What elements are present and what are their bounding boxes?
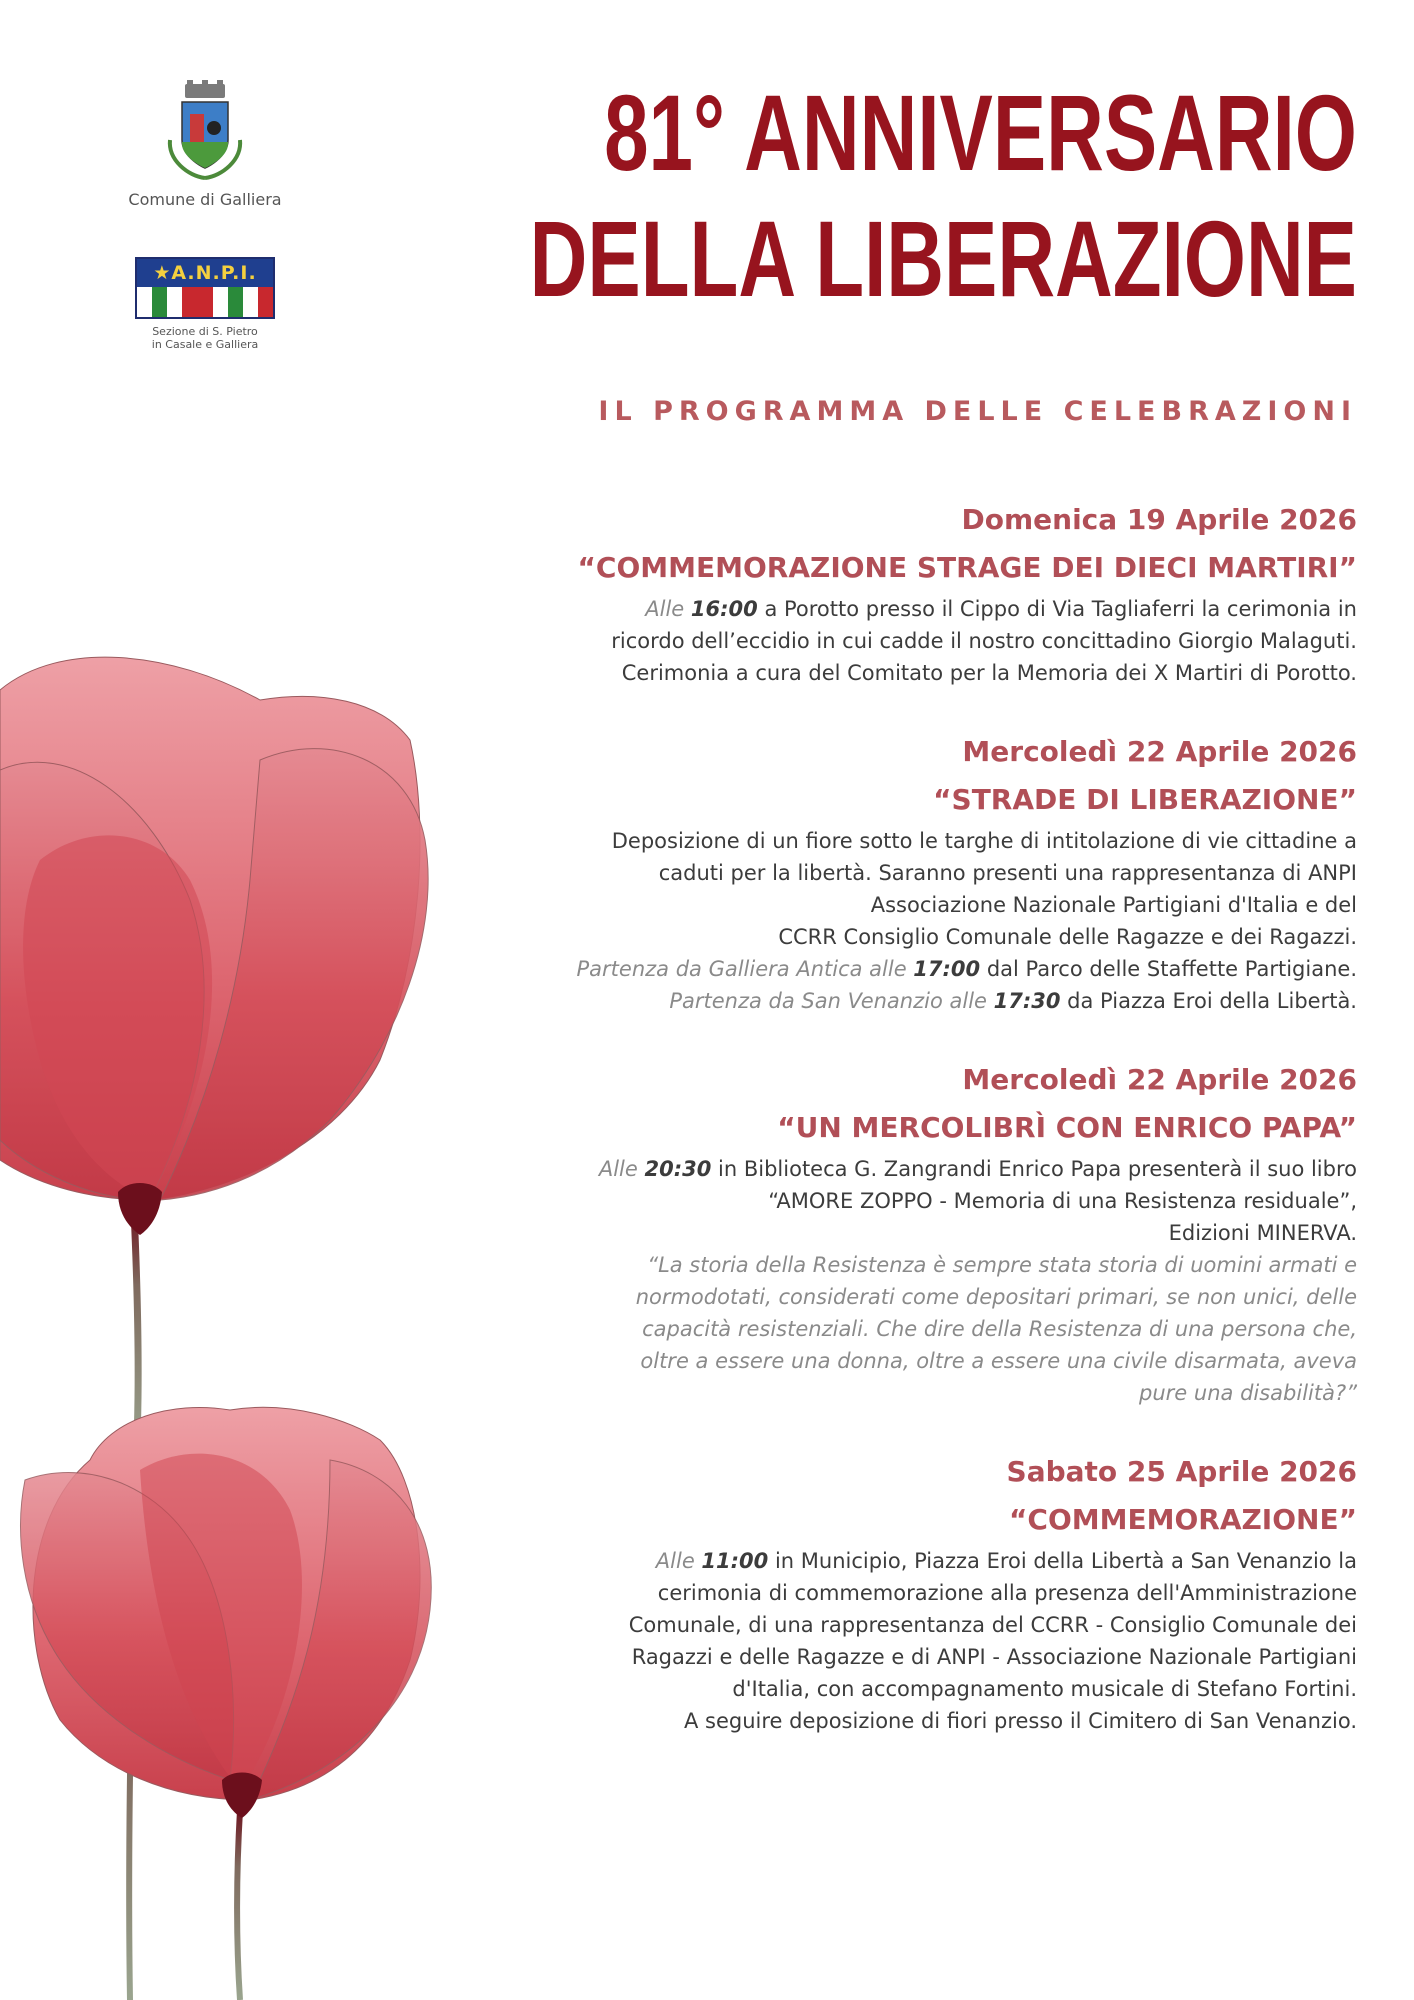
title-line-1: 81° ANNIVERSARIO xyxy=(604,72,1357,193)
event-description xyxy=(397,593,1357,689)
event-4 xyxy=(397,1449,1357,1737)
event-time: 17:00 xyxy=(913,957,981,981)
event-line xyxy=(397,953,1357,985)
text-italic: Alle xyxy=(655,1549,702,1573)
event-description xyxy=(397,1153,1357,1409)
event-line: Associazione Nazionale Partigiani d'Italia e del xyxy=(870,893,1357,917)
anpi-logo xyxy=(130,257,280,351)
text-italic: Partenza da San Venanzio alle xyxy=(669,989,994,1013)
event-line xyxy=(397,1153,1357,1185)
text-italic: Alle xyxy=(598,1157,645,1181)
event-line: caduti per la libertà. Saranno presenti una rappresentanza di ANPI xyxy=(658,861,1357,885)
event-line xyxy=(397,985,1357,1017)
page-subtitle: IL PROGRAMMA DELLE CELEBRAZIONI xyxy=(598,396,1357,427)
event-title: “COMMEMORAZIONE” xyxy=(1009,1503,1357,1536)
title-line-2: DELLA LIBERAZIONE xyxy=(529,198,1357,320)
event-line: Deposizione di un fiore sotto le targhe di intitolazione di vie cittadine a xyxy=(611,829,1357,853)
page-title xyxy=(530,70,1357,323)
event-date: Mercoledì 22 Aprile 2026 xyxy=(962,1063,1357,1096)
event-time: 16:00 xyxy=(690,597,758,621)
receptacle-lower xyxy=(222,1773,262,1819)
text: da Piazza Eroi della Libertà. xyxy=(1060,989,1357,1013)
event-1 xyxy=(397,497,1357,689)
event-title: “UN MERCOLIBRÌ CON ENRICO PAPA” xyxy=(777,1111,1357,1144)
anpi-flag-stripes xyxy=(137,287,273,317)
text-italic: Alle xyxy=(645,597,691,621)
event-line xyxy=(397,593,1357,625)
anpi-caption xyxy=(130,325,280,351)
anpi-caption-line2: in Casale e Galliera xyxy=(151,338,259,351)
event-time: 17:30 xyxy=(993,989,1061,1013)
event-title: “COMMEMORAZIONE STRAGE DEI DIECI MARTIRI” xyxy=(577,551,1357,584)
event-line: CCRR Consiglio Comunale delle Ragazze e dei Ragazzi. xyxy=(778,925,1357,949)
event-line: Ragazzi e delle Ragazze e di ANPI - Associazione Nazionale Partigiani xyxy=(631,1645,1357,1669)
event-line: “AMORE ZOPPO - Memoria di una Resistenza residuale”, xyxy=(768,1189,1357,1213)
event-date: Sabato 25 Aprile 2026 xyxy=(1006,1455,1357,1488)
quote-line: oltre a essere una donna, oltre a essere una civile disarmata, aveva xyxy=(640,1349,1357,1373)
text-italic: Partenza da Galliera Antica alle xyxy=(576,957,914,981)
text: in Biblioteca G. Zangrandi Enrico Papa presenterà il suo libro xyxy=(711,1157,1357,1181)
event-date: Mercoledì 22 Aprile 2026 xyxy=(962,735,1357,768)
comune-caption: Comune di Galliera xyxy=(128,190,282,209)
event-line: ricordo dell’eccidio in cui cadde il nostro concittadino Giorgio Malaguti. xyxy=(611,629,1357,653)
text: dal Parco delle Staffette Partigiane. xyxy=(980,957,1357,981)
event-line: Edizioni MINERVA. xyxy=(1168,1221,1357,1245)
event-date: Domenica 19 Aprile 2026 xyxy=(961,503,1357,536)
coat-of-arms-icon xyxy=(160,80,250,180)
event-line: cerimonia di commemorazione alla presenza dell'Amministrazione xyxy=(657,1581,1357,1605)
event-line: A seguire deposizione di fiori presso il Cimitero di San Venanzio. xyxy=(683,1709,1357,1733)
comune-logo xyxy=(105,80,305,209)
text: in Municipio, Piazza Eroi della Libertà a San Venanzio la xyxy=(768,1549,1357,1573)
event-description xyxy=(397,1545,1357,1737)
receptacle-upper xyxy=(118,1183,162,1235)
event-description xyxy=(397,825,1357,1017)
event-line: Comunale, di una rappresentanza del CCRR - Consiglio Comunale dei xyxy=(628,1613,1357,1637)
event-2 xyxy=(397,729,1357,1017)
anpi-badge xyxy=(135,257,275,319)
event-time: 11:00 xyxy=(701,1549,769,1573)
event-title: “STRADE DI LIBERAZIONE” xyxy=(933,783,1357,816)
text: a Porotto presso il Cippo di Via Tagliaferri la cerimonia in xyxy=(757,597,1357,621)
stem-lower-right xyxy=(237,1810,240,2000)
quote-line: pure una disabilità?” xyxy=(1139,1381,1357,1405)
event-3 xyxy=(397,1057,1357,1409)
event-time: 20:30 xyxy=(644,1157,712,1181)
quote-line: capacità resistenziali. Che dire della Resistenza di una persona che, xyxy=(642,1317,1357,1341)
anpi-caption-line1: Sezione di S. Pietro xyxy=(152,325,258,338)
event-line xyxy=(397,1545,1357,1577)
events-list xyxy=(397,497,1357,1777)
anpi-name: ★A.N.P.I. xyxy=(137,259,273,287)
quote-line: normodotati, considerati come depositari primari, se non unici, delle xyxy=(635,1285,1357,1309)
quote-line: “La storia della Resistenza è sempre stata storia di uomini armati e xyxy=(647,1253,1357,1277)
event-line: Cerimonia a cura del Comitato per la Memoria dei X Martiri di Porotto. xyxy=(621,661,1357,685)
event-line: d'Italia, con accompagnamento musicale di Stefano Fortini. xyxy=(732,1677,1357,1701)
